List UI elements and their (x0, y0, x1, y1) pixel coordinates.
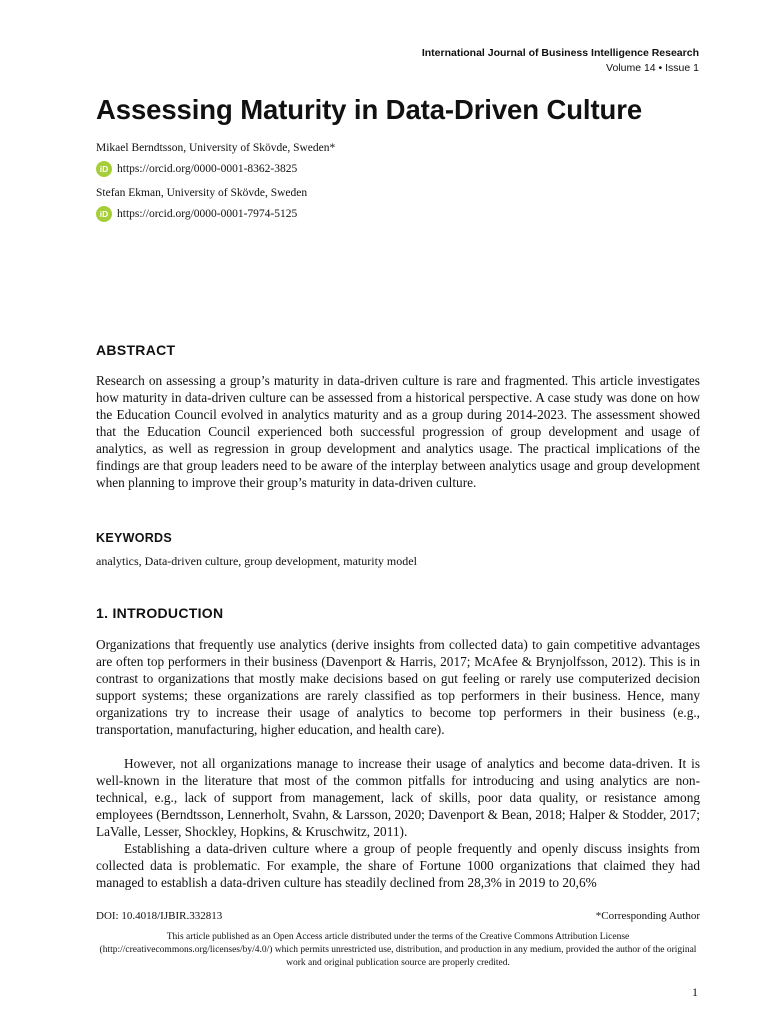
intro-paragraph-3: Establishing a data-driven culture where a group of people frequently and openly discuss insights from collected data is problematic. For example, the share of Fortune 1000 organizations that claimed they had managed to establish a data-driven culture has steadily declined from 28,3% in 2019 to 20,6% (96, 841, 700, 890)
license-notice: This article published as an Open Access article distributed under the terms of the Creative Commons Attribution License (http://creativecommons.org/licenses/by/4.0/) which permits unrestricted use, distribution, and production in any medium, provided the author of the original work and original publication source are properly credited. (99, 932, 697, 968)
keywords-heading: KEYWORDS (96, 531, 173, 545)
author-2-orcid-link[interactable]: https://orcid.org/0000-0001-7974-5125 (117, 208, 298, 220)
orcid-icon: iD (96, 206, 112, 222)
paper-title: Assessing Maturity in Data-Driven Culture (96, 94, 643, 125)
footer-row (96, 910, 700, 922)
abstract-text: Research on assessing a group’s maturity in data-driven culture is rare and fragmented. This article investigates how maturity in data-driven culture can be assessed from a historical perspective. A case study was done on how the Education Council evolved in analytics maturity and as a group during 2014-2023. The assessment showed that the Education Council experienced both successful progression of group development and usage of analytics, as well as regression in group development and analytics usage. The practical implications of the findings are that group leaders need to be aware of the interplay between analytics usage and group development when planning to improve their group’s maturity in data-driven culture. (96, 373, 700, 490)
author-1-name: Mikael Berndtsson, University of Skövde, Sweden* (96, 142, 336, 154)
abstract-heading: ABSTRACT (96, 342, 176, 358)
corresponding-author-note: *Corresponding Author (595, 910, 700, 922)
journal-name: International Journal of Business Intelligence Research (421, 47, 699, 59)
orcid-icon: iD (96, 161, 112, 177)
author-1-orcid-row (96, 161, 297, 177)
intro-paragraph-1: Organizations that frequently use analytics (derive insights from collected data) to gain competitive advantages are often top performers in their business (Davenport & Harris, 2017; McAfee & Brynjolfsson, 2012). This is in contrast to organizations that mostly make decisions based on gut feeling or rarely use computerized decision support systems; these organizations are rarely classified as top performers in their business. Hence, many organizations try to increase their usage of analytics to become top performers in their business (e.g., transportation, manufacturing, higher education, and health care). (96, 637, 700, 737)
journal-header (422, 46, 699, 76)
page-number: 1 (692, 985, 698, 999)
doi: DOI: 10.4018/IJBIR.332813 (96, 910, 223, 922)
author-2-name: Stefan Ekman, University of Skövde, Sweden (96, 187, 308, 199)
introduction-heading: 1. INTRODUCTION (96, 605, 224, 621)
keywords-text: analytics, Data-driven culture, group development, maturity model (96, 554, 417, 568)
intro-paragraph-2: However, not all organizations manage to increase their usage of analytics and become data-driven. It is well-known in the literature that most of the common pitfalls for introducing and using analytics are non-technical, e.g., lack of support from management, lack of skills, poor data quality, or resistance among employees (Berndtsson, Lennerholt, Svahn, & Larsson, 2020; Davenport & Bean, 2018; Halper & Stodder, 2017; LaValle, Lesser, Shockley, Hopkins, & Kruschwitz, 2011). (96, 756, 700, 839)
journal-issue: Volume 14 • Issue 1 (606, 62, 699, 74)
author-1-orcid-link[interactable]: https://orcid.org/0000-0001-8362-3825 (117, 163, 298, 175)
author-2-orcid-row (96, 206, 297, 222)
